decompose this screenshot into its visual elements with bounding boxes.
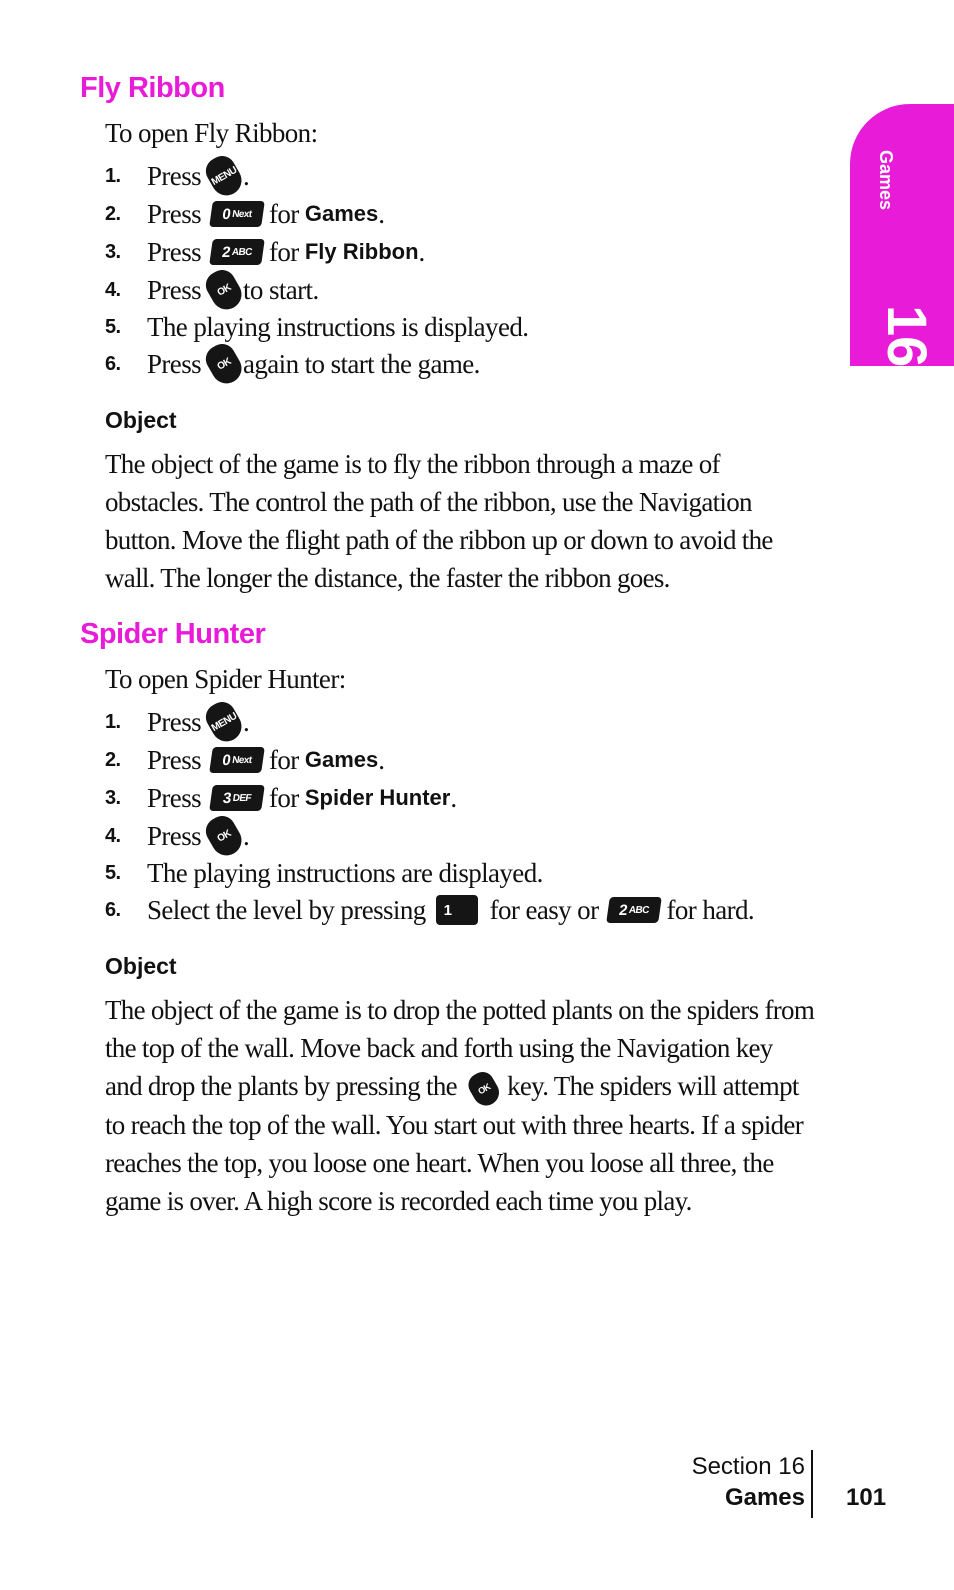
step-number: 5. — [105, 315, 121, 338]
menu-name: Spider Hunter — [304, 785, 451, 810]
step-text: . — [418, 236, 425, 267]
step-text: Press — [147, 820, 202, 851]
step-number: 6. — [105, 898, 121, 921]
step-text: Press — [147, 744, 202, 775]
fly-step-2 — [105, 196, 384, 232]
fly-step-4 — [105, 272, 319, 308]
step-text: Press — [147, 160, 202, 191]
footer-chapter: Games — [724, 1484, 805, 1511]
0-next-key-icon — [209, 201, 265, 227]
fly-object-paragraph: The object of the game is to fly the ribbon through a maze of obstacles. The control the path of the ribbon, use the Navigation button. Move the flight path of the ribbon up or down to avoid the wall. The longer the distance, the faster the ribbon goes. — [105, 449, 773, 593]
menu-key-icon: MENU — [201, 697, 247, 747]
fly-step-1 — [105, 158, 249, 194]
step-text: Press — [147, 274, 202, 305]
step-text: for — [269, 744, 299, 775]
step-number: 5. — [105, 861, 121, 884]
step-number: 1. — [105, 710, 121, 733]
step-number: 3. — [105, 240, 121, 263]
footer-section: Section 16 — [691, 1453, 805, 1480]
key-digit: 3 — [221, 789, 232, 807]
fly-ribbon-intro: To open Fly Ribbon: — [105, 118, 318, 148]
paragraph-text: The object of the game is to drop the potted plants on the spiders from the top of the wall. Move back and forth using the Navigation key and drop the plants by pressing the — [105, 995, 815, 1101]
fly-step-3 — [105, 234, 425, 270]
spider-step-3 — [105, 780, 456, 816]
fly-object-heading: Object — [105, 407, 177, 433]
menu-name: Games — [304, 201, 379, 226]
key-digit: 2 — [618, 901, 629, 919]
chapter-tab-label: Games — [876, 150, 896, 211]
key-digit: 0 — [221, 205, 232, 223]
step-text: . — [243, 706, 250, 737]
ok-key-icon: OK — [201, 265, 247, 315]
ok-key-icon: OK — [201, 339, 247, 389]
2-abc-key-icon — [607, 897, 663, 923]
spider-step-2 — [105, 742, 384, 778]
key-letters: Next — [231, 208, 253, 220]
key-letters: DEF — [232, 792, 252, 804]
menu-key-icon: MENU — [201, 151, 247, 201]
key-letters: ABC — [628, 904, 651, 916]
step-text: Press — [147, 198, 202, 229]
step-text: Press — [147, 236, 202, 267]
spider-hunter-heading: Spider Hunter — [80, 618, 266, 650]
step-number: 3. — [105, 786, 121, 809]
step-number: 2. — [105, 202, 121, 225]
spider-step-5 — [105, 855, 543, 891]
fly-step-5 — [105, 309, 528, 345]
1-key-icon: 1 — [436, 895, 478, 925]
3-def-key-icon — [209, 785, 265, 811]
step-text: for — [269, 236, 299, 267]
step-number: 2. — [105, 748, 121, 771]
step-number: 1. — [105, 164, 121, 187]
ok-key-icon: OK — [201, 811, 247, 861]
menu-name: Games — [304, 747, 379, 772]
step-text: for — [269, 782, 299, 813]
key-digit: 0 — [221, 751, 232, 769]
step-text: . — [243, 820, 250, 851]
step-text: to start. — [243, 274, 319, 305]
step-text: for — [269, 198, 299, 229]
step-text: Select the level by pressing — [147, 894, 426, 925]
0-next-key-icon — [209, 747, 265, 773]
page-number: 101 — [846, 1484, 887, 1511]
step-text: for easy or — [489, 894, 599, 925]
chapter-tab-number: 16 — [876, 305, 939, 368]
fly-step-6 — [105, 346, 480, 382]
spider-object-heading: Object — [105, 953, 177, 979]
step-number: 4. — [105, 278, 121, 301]
step-text: . — [450, 782, 457, 813]
spider-step-6 — [105, 892, 754, 928]
step-text: for hard. — [666, 894, 755, 925]
step-text: . — [378, 198, 385, 229]
2-abc-key-icon — [209, 239, 265, 265]
step-text: Press — [147, 348, 202, 379]
spider-hunter-intro: To open Spider Hunter: — [105, 664, 346, 694]
key-digit: 2 — [221, 243, 232, 261]
key-letters: Next — [231, 754, 253, 766]
paragraph-text: key. The spiders will attempt to reach the top of the wall. You start out with three hearts. If a spider reaches the top, you loose one heart. When you loose all three, the game is over. A high score is recorded each time you play. — [105, 1071, 804, 1216]
fly-ribbon-heading: Fly Ribbon — [80, 72, 225, 104]
ok-key-icon: OK — [464, 1068, 504, 1110]
step-text: again to start the game. — [243, 348, 480, 379]
spider-step-1 — [105, 704, 249, 740]
spider-step-4 — [105, 818, 249, 854]
step-number: 4. — [105, 824, 121, 847]
step-text: Press — [147, 706, 202, 737]
menu-name: Fly Ribbon — [304, 239, 419, 264]
step-text: Press — [147, 782, 202, 813]
footer-divider — [811, 1450, 813, 1518]
step-number: 6. — [105, 352, 121, 375]
step-text: The playing instructions are displayed. — [147, 857, 543, 888]
key-letters: ABC — [231, 246, 253, 258]
step-text: . — [243, 160, 250, 191]
step-text: The playing instructions is displayed. — [147, 311, 529, 342]
spider-object-paragraph — [105, 991, 815, 1220]
step-text: . — [378, 744, 385, 775]
